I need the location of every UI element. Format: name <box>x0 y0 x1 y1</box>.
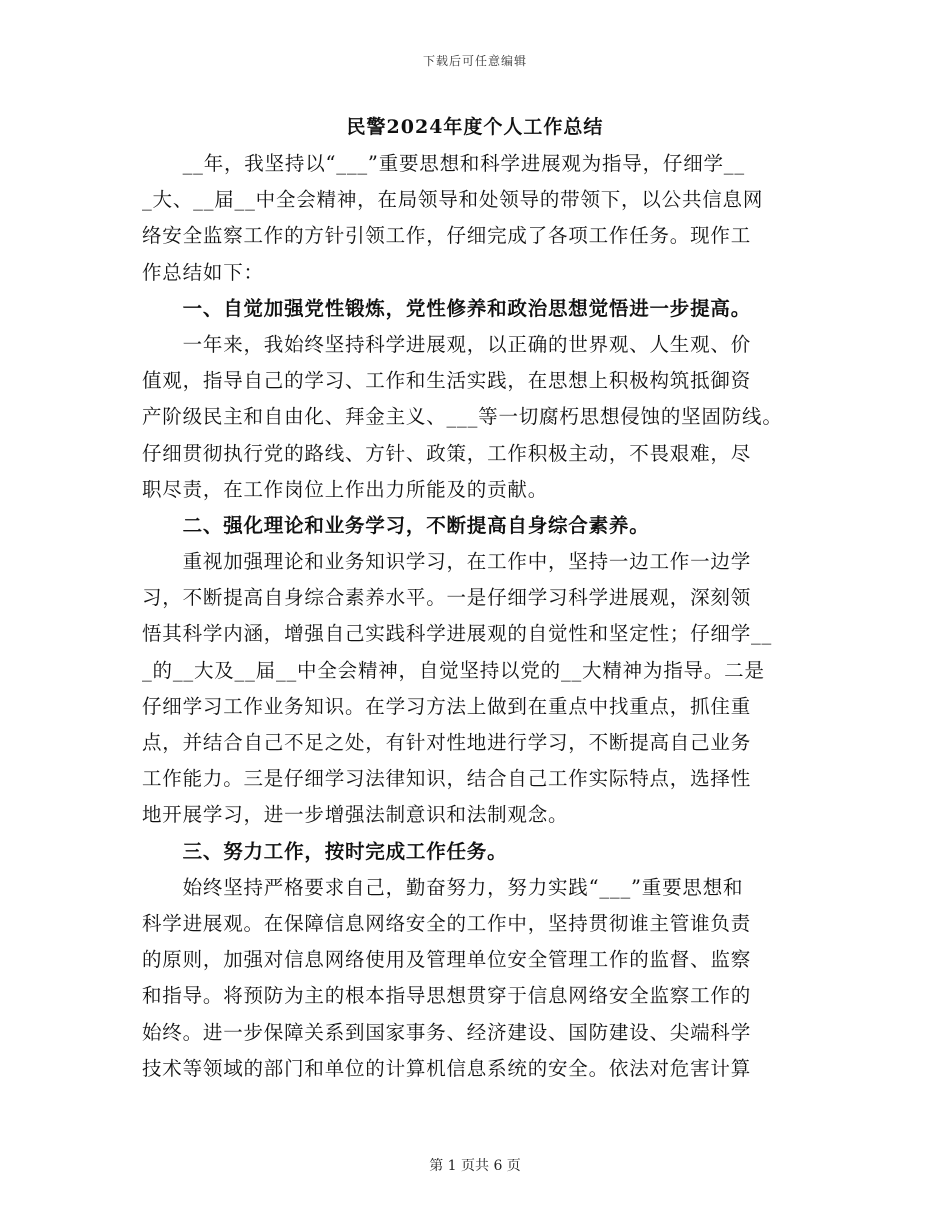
document-title: 民警2024年度个人工作总结 <box>346 116 604 138</box>
body-line: _的__大及__届__中全会精神，自觉坚持以党的__大精神为指导。二是 <box>142 658 765 682</box>
body-line: 值观，指导自己的学习、工作和生活实践，在思想上积极构筑抵御资 <box>142 369 752 393</box>
body-line: 职尽责，在工作岗位上作出力所能及的贡献。 <box>142 477 549 501</box>
body-line: 一年来，我始终坚持科学进展观，以正确的世界观、人生观、价 <box>142 332 752 356</box>
body-line: __年，我坚持以“___”重要思想和科学进展观为指导，仔细学__ <box>142 152 745 175</box>
section-heading: 一、自觉加强党性锻炼，党性修养和政治思想觉悟进一步提高。 <box>142 296 752 320</box>
body-line: 点，并结合自己不足之处，有针对性地进行学习，不断提高自己业务 <box>142 731 752 754</box>
body-line: 始终坚持严格要求自己，勤奋努力，努力实践“___”重要思想和 <box>142 875 744 899</box>
body-line: 重视加强理论和业务知识学习，在工作中，坚持一边工作一边学 <box>142 550 752 574</box>
body-line: 地开展学习，进一步增强法制意识和法制观念。 <box>142 803 569 827</box>
body-line: 悟其科学内涵，增强自己实践科学进展观的自觉性和坚定性；仔细学__ <box>142 622 773 646</box>
body-line: 仔细学习工作业务知识。在学习方法上做到在重点中找重点，抓住重 <box>142 694 752 718</box>
page-number: 第 1 页共 6 页 <box>429 1158 521 1174</box>
body-line: 科学进展观。在保障信息网络安全的工作中，坚持贯彻谁主管谁负责 <box>142 911 752 935</box>
body-line: 始终。进一步保障关系到国家事务、经济建设、国防建设、尖端科学 <box>142 1020 752 1044</box>
document-body <box>142 146 822 1087</box>
section-heading: 三、努力工作，按时完成工作任务。 <box>142 839 508 863</box>
body-line: 作总结如下： <box>142 260 264 284</box>
body-line: 仔细贯彻执行党的路线、方针、政策，工作积极主动，不畏艰难，尽 <box>142 441 752 465</box>
page-header: 下载后可任意编辑 <box>422 54 527 68</box>
body-line: _大、__届__中全会精神，在局领导和处领导的带领下，以公共信息网 <box>142 188 764 212</box>
body-line: 络安全监察工作的方针引领工作，仔细完成了各项工作任务。现作工 <box>142 224 752 248</box>
body-line: 和指导。将预防为主的根本指导思想贯穿于信息网络安全监察工作的 <box>142 984 752 1008</box>
body-line: 产阶级民主和自由化、拜金主义、___等一切腐朽思想侵蚀的坚固防线。 <box>142 405 783 429</box>
body-line: 习，不断提高自身综合素养水平。一是仔细学习科学进展观，深刻领 <box>142 586 752 610</box>
body-line: 的原则，加强对信息网络使用及管理单位安全管理工作的监督、监察 <box>142 948 752 972</box>
section-heading: 二、强化理论和业务学习，不断提高自身综合素养。 <box>142 513 650 537</box>
body-line: 技术等领域的部门和单位的计算机信息系统的安全。依法对危害计算 <box>142 1056 752 1080</box>
body-line: 工作能力。三是仔细学习法律知识，结合自己工作实际特点，选择性 <box>142 767 752 791</box>
